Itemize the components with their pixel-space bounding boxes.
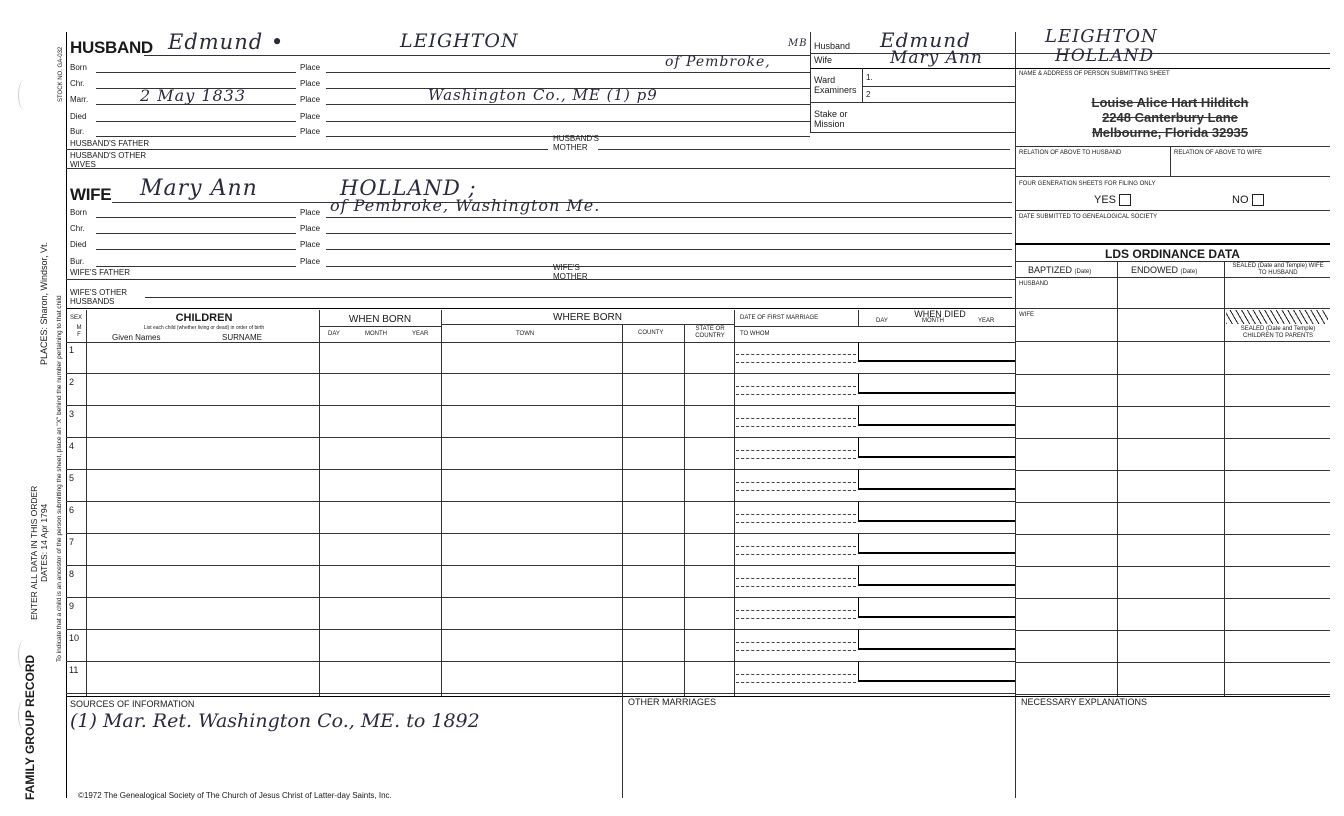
marriage-date-line xyxy=(736,514,856,515)
marriage-to-whom-line xyxy=(736,522,856,523)
header-husband-name[interactable]: Edmund xyxy=(880,28,971,52)
record-title-record: RECORD xyxy=(23,654,37,707)
child-row[interactable] xyxy=(66,662,1015,694)
lds-row-line xyxy=(1015,598,1330,599)
child-row-number: 2 xyxy=(69,377,75,387)
died-year-label: YEAR xyxy=(978,318,995,324)
wifes-other-husbands-label: WIFE'S OTHER HUSBANDS xyxy=(70,288,128,306)
marriage-date-line xyxy=(736,482,856,483)
wife-died-label: Died xyxy=(70,240,87,249)
marriage-date-line xyxy=(736,450,856,451)
marriage-to-whom-line xyxy=(736,490,856,491)
examiners-label: Examiners xyxy=(814,85,857,95)
wife-born-place[interactable]: of Pembroke, Washington Me. xyxy=(330,196,601,215)
child-row-number: 8 xyxy=(69,569,75,579)
four-gen-yes[interactable] xyxy=(1094,194,1131,206)
first-marriage-label: DATE OF FIRST MARRIAGE xyxy=(740,315,819,321)
husband-marr-label: Marr. xyxy=(70,95,89,104)
marriage-to-whom-line xyxy=(736,394,856,395)
husband-born-place[interactable]: of Pembroke, xyxy=(665,54,771,70)
when-died-box[interactable] xyxy=(858,566,1015,586)
lds-row-line xyxy=(1015,662,1330,663)
wife-chr-place-label: Place xyxy=(300,224,321,233)
wife-surname[interactable]: HOLLAND ; xyxy=(340,176,477,200)
child-row[interactable] xyxy=(66,566,1015,598)
husbands-other-wives-label: HUSBAND'S OTHER WIVES xyxy=(70,151,147,169)
enter-all-data: ENTER ALL DATA IN THIS ORDER xyxy=(29,485,39,620)
sealed-children-label: SEALED (Date and Temple) CHILDREN TO PARENTS xyxy=(1240,326,1316,339)
husband-born-place-label: Place xyxy=(300,63,321,72)
source-entry-1[interactable]: (1) Mar. Ret. Washington Co., ME. to 1892 xyxy=(70,710,480,732)
relation-to-husband-label: RELATION OF ABOVE TO HUSBAND xyxy=(1019,150,1122,156)
examiner-2: 2 xyxy=(866,90,871,99)
lds-row-line xyxy=(1015,566,1330,567)
marriage-date-line xyxy=(736,386,856,387)
child-row-number: 9 xyxy=(69,601,75,611)
endowed-date-label: (Date) xyxy=(1180,269,1198,275)
endowed-header xyxy=(1131,266,1197,277)
lds-wife-label: WIFE xyxy=(1019,312,1034,318)
husband-heading: HUSBAND xyxy=(70,38,153,57)
marriage-to-whom-line xyxy=(736,650,856,651)
lds-row-line xyxy=(1015,374,1330,375)
ancestor-instruction: To indicate that a child is an ancestor of the person submitting the sheet, place an "X" behind the number pertaining to that child xyxy=(56,295,63,662)
when-died-box[interactable] xyxy=(858,406,1015,426)
marriage-to-whom-line xyxy=(736,618,856,619)
marriage-date-line xyxy=(736,578,856,579)
child-row-number: 3 xyxy=(69,409,75,419)
wife-bur-place-label: Place xyxy=(300,257,321,266)
child-row-number: 6 xyxy=(69,505,75,515)
family-group-record-title xyxy=(24,655,36,800)
died-day-label: DAY xyxy=(876,318,888,324)
child-row[interactable] xyxy=(66,630,1015,662)
husband-marr-place-label: Place xyxy=(300,95,321,104)
copyright-notice: ©1972 The Genealogical Society of The Church of Jesus Christ of Latter-day Saints, Inc. xyxy=(78,791,392,800)
child-row[interactable] xyxy=(66,342,1015,374)
when-died-box[interactable] xyxy=(858,342,1015,362)
when-died-box[interactable] xyxy=(858,470,1015,490)
hatched-box xyxy=(1226,310,1328,324)
submitter-name: Louise Alice Hart Hilditch xyxy=(1091,95,1249,110)
wife-given-name[interactable]: Mary Ann xyxy=(140,176,258,201)
sealed-wife-label: SEALED (Date and Temple) WIFE TO HUSBAND xyxy=(1232,263,1324,276)
header-husband-surname[interactable]: LEIGHTON xyxy=(1045,26,1158,47)
marriage-to-whom-line xyxy=(736,554,856,555)
husband-surname[interactable]: LEIGHTON xyxy=(400,30,519,52)
child-row[interactable] xyxy=(66,534,1015,566)
husband-bur-label: Bur. xyxy=(70,127,85,136)
record-title-family: FAMILY xyxy=(23,757,37,800)
husband-born-label: Born xyxy=(70,63,87,72)
marriage-date-line xyxy=(736,610,856,611)
marriage-to-whom-line xyxy=(736,682,856,683)
husband-marriage-place[interactable]: Washington Co., ME (1) p9 xyxy=(428,86,658,104)
wife-died-place-label: Place xyxy=(300,240,321,249)
header-wife-name[interactable]: Mary Ann xyxy=(890,48,983,68)
stock-number: STOCK NO. GA-032 xyxy=(58,46,64,102)
submitter-city: Melbourne, Florida 32935 xyxy=(1091,125,1249,140)
child-row[interactable] xyxy=(66,598,1015,630)
when-died-heading: WHEN DIED xyxy=(914,309,966,319)
when-died-box[interactable] xyxy=(858,502,1015,522)
when-died-box[interactable] xyxy=(858,630,1015,650)
husbands-mother-label: HUSBAND'S MOTHER xyxy=(553,134,599,152)
child-row-number: 10 xyxy=(69,633,80,643)
yes-label: YES xyxy=(1094,193,1117,206)
husband-bur-place-label: Place xyxy=(300,127,321,136)
lds-row-line xyxy=(1015,534,1330,535)
husband-chr-label: Chr. xyxy=(70,79,85,88)
child-surname-label: SURNAME xyxy=(222,333,263,342)
four-generation-label: FOUR GENERATION SHEETS FOR FILING ONLY xyxy=(1019,181,1156,187)
endowed-label: ENDOWED xyxy=(1131,265,1178,275)
lds-row-line xyxy=(1015,406,1330,407)
wife-born-place-label: Place xyxy=(300,208,321,217)
when-died-box[interactable] xyxy=(858,374,1015,394)
state-country-label: STATE OR COUNTRY xyxy=(695,326,725,339)
child-row[interactable] xyxy=(66,502,1015,534)
ward-label: Ward xyxy=(814,75,836,85)
born-day-label: DAY xyxy=(328,331,340,337)
wife-chr-label: Chr. xyxy=(70,224,85,233)
wifes-mother-label: WIFE'S MOTHER xyxy=(553,263,588,281)
marriage-date-line xyxy=(736,642,856,643)
born-month-label: MONTH xyxy=(365,331,387,337)
child-row-number: 5 xyxy=(69,473,75,483)
when-died-box[interactable] xyxy=(858,438,1015,458)
no-checkbox[interactable] xyxy=(1252,194,1264,206)
given-names-label: Given Names xyxy=(112,333,161,342)
stake-label: Stake or xyxy=(814,109,848,119)
hole-punch-mark xyxy=(18,80,30,110)
when-died-box[interactable] xyxy=(858,662,1015,682)
wife-bur-label: Bur. xyxy=(70,257,85,266)
mf-label: M F xyxy=(76,325,82,338)
no-label: NO xyxy=(1232,193,1249,206)
header-wife-label: Wife xyxy=(814,55,832,65)
record-title-group: GROUP xyxy=(23,710,37,754)
husbands-father-label: HUSBAND'S FATHER xyxy=(70,139,150,148)
where-born-heading: WHERE BORN xyxy=(553,312,622,323)
sources-label: SOURCES OF INFORMATION xyxy=(70,699,195,709)
child-row-number: 7 xyxy=(69,537,75,547)
child-row[interactable] xyxy=(66,374,1015,406)
wifes-father-label: WIFE'S FATHER xyxy=(70,268,131,277)
husband-died-place-label: Place xyxy=(300,112,321,121)
county-label: COUNTY xyxy=(638,330,664,336)
lds-row-line xyxy=(1015,438,1330,439)
husband-given-name[interactable]: Edmund • xyxy=(168,30,285,54)
mission-label: Mission xyxy=(814,119,845,129)
baptized-date-label: (Date) xyxy=(1074,269,1092,275)
husband-died-label: Died xyxy=(70,112,87,121)
wife-heading: WIFE xyxy=(70,185,112,204)
died-month-label: MONTH xyxy=(922,318,944,324)
baptized-header xyxy=(1028,266,1091,277)
child-row-number: 4 xyxy=(69,441,75,451)
when-died-box[interactable] xyxy=(858,598,1015,618)
lds-ordinance-title: LDS ORDINANCE DATA xyxy=(1105,247,1240,261)
baptized-label: BAPTIZED xyxy=(1028,265,1073,275)
child-row[interactable] xyxy=(66,470,1015,502)
four-gen-no[interactable] xyxy=(1232,194,1264,206)
lds-row-line xyxy=(1015,470,1330,471)
necessary-explanations-label: NECESSARY EXPLANATIONS xyxy=(1021,697,1148,707)
husband-chr-place-label: Place xyxy=(300,79,321,88)
marriage-to-whom-line xyxy=(736,362,856,363)
examiner-1: 1. xyxy=(866,73,873,82)
marriage-to-whom-line xyxy=(736,458,856,459)
places-note: PLACES: Sharon, Windsor, Vt. xyxy=(39,241,49,365)
submitter-label: NAME & ADDRESS OF PERSON SUBMITTING SHEET xyxy=(1019,71,1170,77)
mb-mark: MB xyxy=(788,38,808,49)
marriage-date-line xyxy=(736,354,856,355)
submitter-street: 2248 Canterbury Lane xyxy=(1102,110,1238,125)
lds-row-line xyxy=(1015,694,1330,695)
children-heading: CHILDREN xyxy=(175,312,233,324)
yes-checkbox[interactable] xyxy=(1119,194,1131,206)
relation-to-wife-label: RELATION OF ABOVE TO WIFE xyxy=(1174,150,1263,156)
husband-marriage-date[interactable]: 2 May 1833 xyxy=(140,86,247,105)
marriage-date-line xyxy=(736,546,856,547)
lds-row-line xyxy=(1015,630,1330,631)
sex-label: SEX xyxy=(70,315,83,321)
child-row[interactable] xyxy=(66,438,1015,470)
marriage-date-line xyxy=(736,674,856,675)
date-submitted-label: DATE SUBMITTED TO GENEALOGICAL SOCIETY xyxy=(1019,214,1158,220)
header-husband-label: Husband xyxy=(814,41,851,51)
lds-husband-label: HUSBAND xyxy=(1019,281,1049,287)
other-marriages-label: OTHER MARRIAGES xyxy=(628,697,717,707)
born-year-label: YEAR xyxy=(412,331,429,337)
header-wife-surname[interactable]: HOLLAND xyxy=(1055,46,1155,66)
marriage-date-line xyxy=(736,418,856,419)
marriage-to-whom-line xyxy=(736,586,856,587)
child-row[interactable] xyxy=(66,406,1015,438)
when-died-box[interactable] xyxy=(858,534,1015,554)
marriage-to-whom-line xyxy=(736,426,856,427)
wife-born-label: Born xyxy=(70,208,87,217)
to-whom-label: TO WHOM xyxy=(740,331,770,337)
when-born-heading: WHEN BORN xyxy=(348,314,412,325)
children-note: List each child (whether living or dead) in order of birth xyxy=(143,325,265,331)
dates-example: DATES: 14 Apr 1794 xyxy=(39,503,49,582)
header-box-left-line xyxy=(810,32,811,132)
child-row-number: 1 xyxy=(69,345,75,355)
child-row-number: 11 xyxy=(69,665,79,675)
town-label: TOWN xyxy=(516,331,535,337)
lds-row-line xyxy=(1015,502,1330,503)
